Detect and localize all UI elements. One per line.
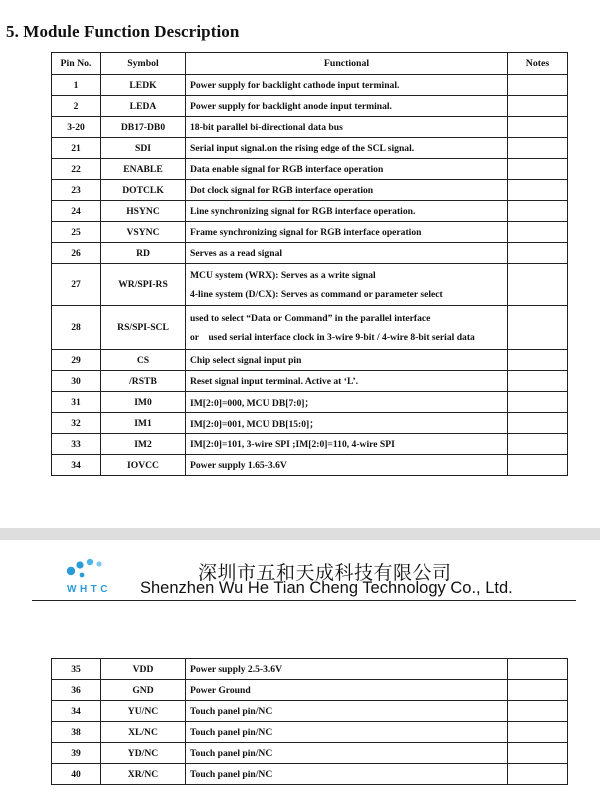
table-row (52, 138, 568, 159)
pin-cell: 21 (52, 138, 101, 159)
table-row (52, 96, 568, 117)
symbol-cell: RD (101, 243, 186, 264)
pin-cell: 23 (52, 180, 101, 201)
pin-header: Pin No. (52, 53, 101, 75)
pin-cell: 25 (52, 222, 101, 243)
logo-text: WHTC (67, 584, 111, 595)
symbol-cell: YD/NC (101, 743, 186, 764)
notes-cell (508, 764, 568, 785)
functional-cell (186, 117, 508, 138)
symbol-cell: DOTCLK (101, 180, 186, 201)
pin-cell: 36 (52, 680, 101, 701)
functional-line: 18-bit parallel bi-directional data bus (190, 121, 343, 133)
table-row (52, 306, 568, 350)
symbol-header: Symbol (101, 53, 186, 75)
notes-cell (508, 371, 568, 392)
company-name-cn: 深圳市五和天成科技有限公司 (198, 562, 452, 584)
notes-cell (508, 680, 568, 701)
functional-cell (186, 392, 508, 413)
pin-cell: 22 (52, 159, 101, 180)
table-row (52, 201, 568, 222)
functional-line: Frame synchronizing signal for RGB interface operation (190, 226, 422, 238)
table-row (52, 222, 568, 243)
notes-cell (508, 659, 568, 680)
symbol-cell: HSYNC (101, 201, 186, 222)
table-row (52, 413, 568, 434)
symbol-cell: XR/NC (101, 764, 186, 785)
symbol-cell: GND (101, 680, 186, 701)
notes-header: Notes (508, 53, 568, 75)
functional-line: Dot clock signal for RGB interface operation (190, 184, 374, 196)
notes-cell (508, 159, 568, 180)
symbol-cell: IM2 (101, 434, 186, 455)
company-name-en: Shenzhen Wu He Tian Cheng Technology Co., Ltd. (140, 579, 513, 597)
notes-cell (508, 75, 568, 96)
pin-cell: 3-20 (52, 117, 101, 138)
pin-cell: 31 (52, 392, 101, 413)
functional-cell (186, 722, 508, 743)
table-row (52, 455, 568, 476)
functional-cell (186, 306, 508, 350)
notes-cell (508, 306, 568, 350)
functional-line: or used serial interface clock in 3-wire 9-bit / 4-wire 8-bit serial data (190, 331, 475, 343)
notes-cell (508, 413, 568, 434)
pin-cell: 32 (52, 413, 101, 434)
symbol-cell: XL/NC (101, 722, 186, 743)
symbol-cell: CS (101, 350, 186, 371)
pin-table-top (51, 52, 568, 476)
functional-cell (186, 159, 508, 180)
functional-line: Touch panel pin/NC (190, 705, 273, 717)
functional-line: IM[2:0]=101, 3-wire SPI ;IM[2:0]=110, 4-wire SPI (190, 438, 395, 450)
table-row (52, 392, 568, 413)
notes-cell (508, 243, 568, 264)
pin-cell: 2 (52, 96, 101, 117)
functional-line: IM[2:0]=000, MCU DB[7:0]； (190, 398, 315, 409)
functional-line: Touch panel pin/NC (190, 726, 273, 738)
table-row (52, 659, 568, 680)
symbol-cell: DB17-DB0 (101, 117, 186, 138)
functional-line: Power Ground (190, 684, 251, 696)
table-row (52, 434, 568, 455)
table-row (52, 264, 568, 306)
functional-line: Chip select signal input pin (190, 354, 302, 366)
pin-cell: 27 (52, 264, 101, 306)
table-row (52, 180, 568, 201)
symbol-cell: /RSTB (101, 371, 186, 392)
notes-cell (508, 455, 568, 476)
functional-line: Serial input signal.on the rising edge of the SCL signal. (190, 142, 415, 154)
notes-cell (508, 201, 568, 222)
notes-cell (508, 434, 568, 455)
functional-cell (186, 96, 508, 117)
symbol-cell: IM1 (101, 413, 186, 434)
functional-cell (186, 764, 508, 785)
functional-line: used to select “Data or Command” in the parallel interface (190, 312, 431, 324)
functional-line: 4-line system (D/CX): Serves as command or parameter select (190, 288, 443, 300)
functional-header: Functional (186, 53, 508, 75)
symbol-cell: YU/NC (101, 701, 186, 722)
functional-cell (186, 413, 508, 434)
notes-cell (508, 743, 568, 764)
functional-cell (186, 659, 508, 680)
section-title: 5. Module Function Description (6, 22, 240, 41)
notes-cell (508, 96, 568, 117)
pin-cell: 1 (52, 75, 101, 96)
pin-cell: 33 (52, 434, 101, 455)
table-header-row (52, 53, 568, 75)
pin-cell: 34 (52, 701, 101, 722)
functional-line: Power supply 1.65-3.6V (190, 459, 287, 471)
functional-line: MCU system (WRX): Serves as a write signal (190, 269, 376, 281)
functional-cell (186, 455, 508, 476)
symbol-cell: LEDA (101, 96, 186, 117)
notes-cell (508, 222, 568, 243)
notes-cell (508, 180, 568, 201)
functional-line: IM[2:0]=001, MCU DB[15:0]； (190, 419, 319, 430)
notes-cell (508, 264, 568, 306)
functional-line: Reset signal input terminal. Active at ‘L’. (190, 375, 359, 387)
notes-cell (508, 138, 568, 159)
pin-cell: 35 (52, 659, 101, 680)
functional-line: Touch panel pin/NC (190, 768, 273, 780)
table-row (52, 243, 568, 264)
pin-cell: 26 (52, 243, 101, 264)
functional-line: Serves as a read signal (190, 247, 283, 259)
pin-cell: 38 (52, 722, 101, 743)
symbol-cell: SDI (101, 138, 186, 159)
header-divider (32, 600, 576, 601)
functional-line: Power supply 2.5-3.6V (190, 663, 283, 675)
notes-cell (508, 350, 568, 371)
functional-cell (186, 138, 508, 159)
notes-cell (508, 701, 568, 722)
functional-cell (186, 222, 508, 243)
notes-cell (508, 117, 568, 138)
table-row (52, 371, 568, 392)
table-row (52, 722, 568, 743)
table-row (52, 117, 568, 138)
pin-cell: 29 (52, 350, 101, 371)
functional-cell (186, 264, 508, 306)
table-row (52, 743, 568, 764)
symbol-cell: ENABLE (101, 159, 186, 180)
notes-cell (508, 392, 568, 413)
functional-cell (186, 243, 508, 264)
pin-cell: 28 (52, 306, 101, 350)
functional-cell (186, 680, 508, 701)
functional-line: Line synchronizing signal for RGB interface operation. (190, 205, 416, 217)
pin-table-bottom (51, 658, 568, 785)
functional-cell (186, 434, 508, 455)
table-row (52, 764, 568, 785)
pin-cell: 34 (52, 455, 101, 476)
functional-line: Power supply for backlight cathode input terminal. (190, 79, 400, 91)
functional-cell (186, 350, 508, 371)
functional-line: Data enable signal for RGB interface operation (190, 163, 384, 175)
table-row (52, 680, 568, 701)
notes-cell (508, 722, 568, 743)
functional-cell (186, 75, 508, 96)
symbol-cell: IOVCC (101, 455, 186, 476)
symbol-cell: WR/SPI-RS (101, 264, 186, 306)
table-row (52, 350, 568, 371)
pin-cell: 40 (52, 764, 101, 785)
table-row (52, 159, 568, 180)
functional-cell (186, 201, 508, 222)
functional-cell (186, 180, 508, 201)
table-row (52, 75, 568, 96)
pin-cell: 30 (52, 371, 101, 392)
symbol-cell: RS/SPI-SCL (101, 306, 186, 350)
functional-line: Power supply for backlight anode input terminal. (190, 100, 392, 112)
symbol-cell: LEDK (101, 75, 186, 96)
functional-cell (186, 743, 508, 764)
table-row (52, 701, 568, 722)
page-break-gap (0, 528, 600, 540)
functional-line: Touch panel pin/NC (190, 747, 273, 759)
symbol-cell: VDD (101, 659, 186, 680)
pin-cell: 24 (52, 201, 101, 222)
functional-cell (186, 701, 508, 722)
functional-cell (186, 371, 508, 392)
pin-cell: 39 (52, 743, 101, 764)
symbol-cell: IM0 (101, 392, 186, 413)
symbol-cell: VSYNC (101, 222, 186, 243)
